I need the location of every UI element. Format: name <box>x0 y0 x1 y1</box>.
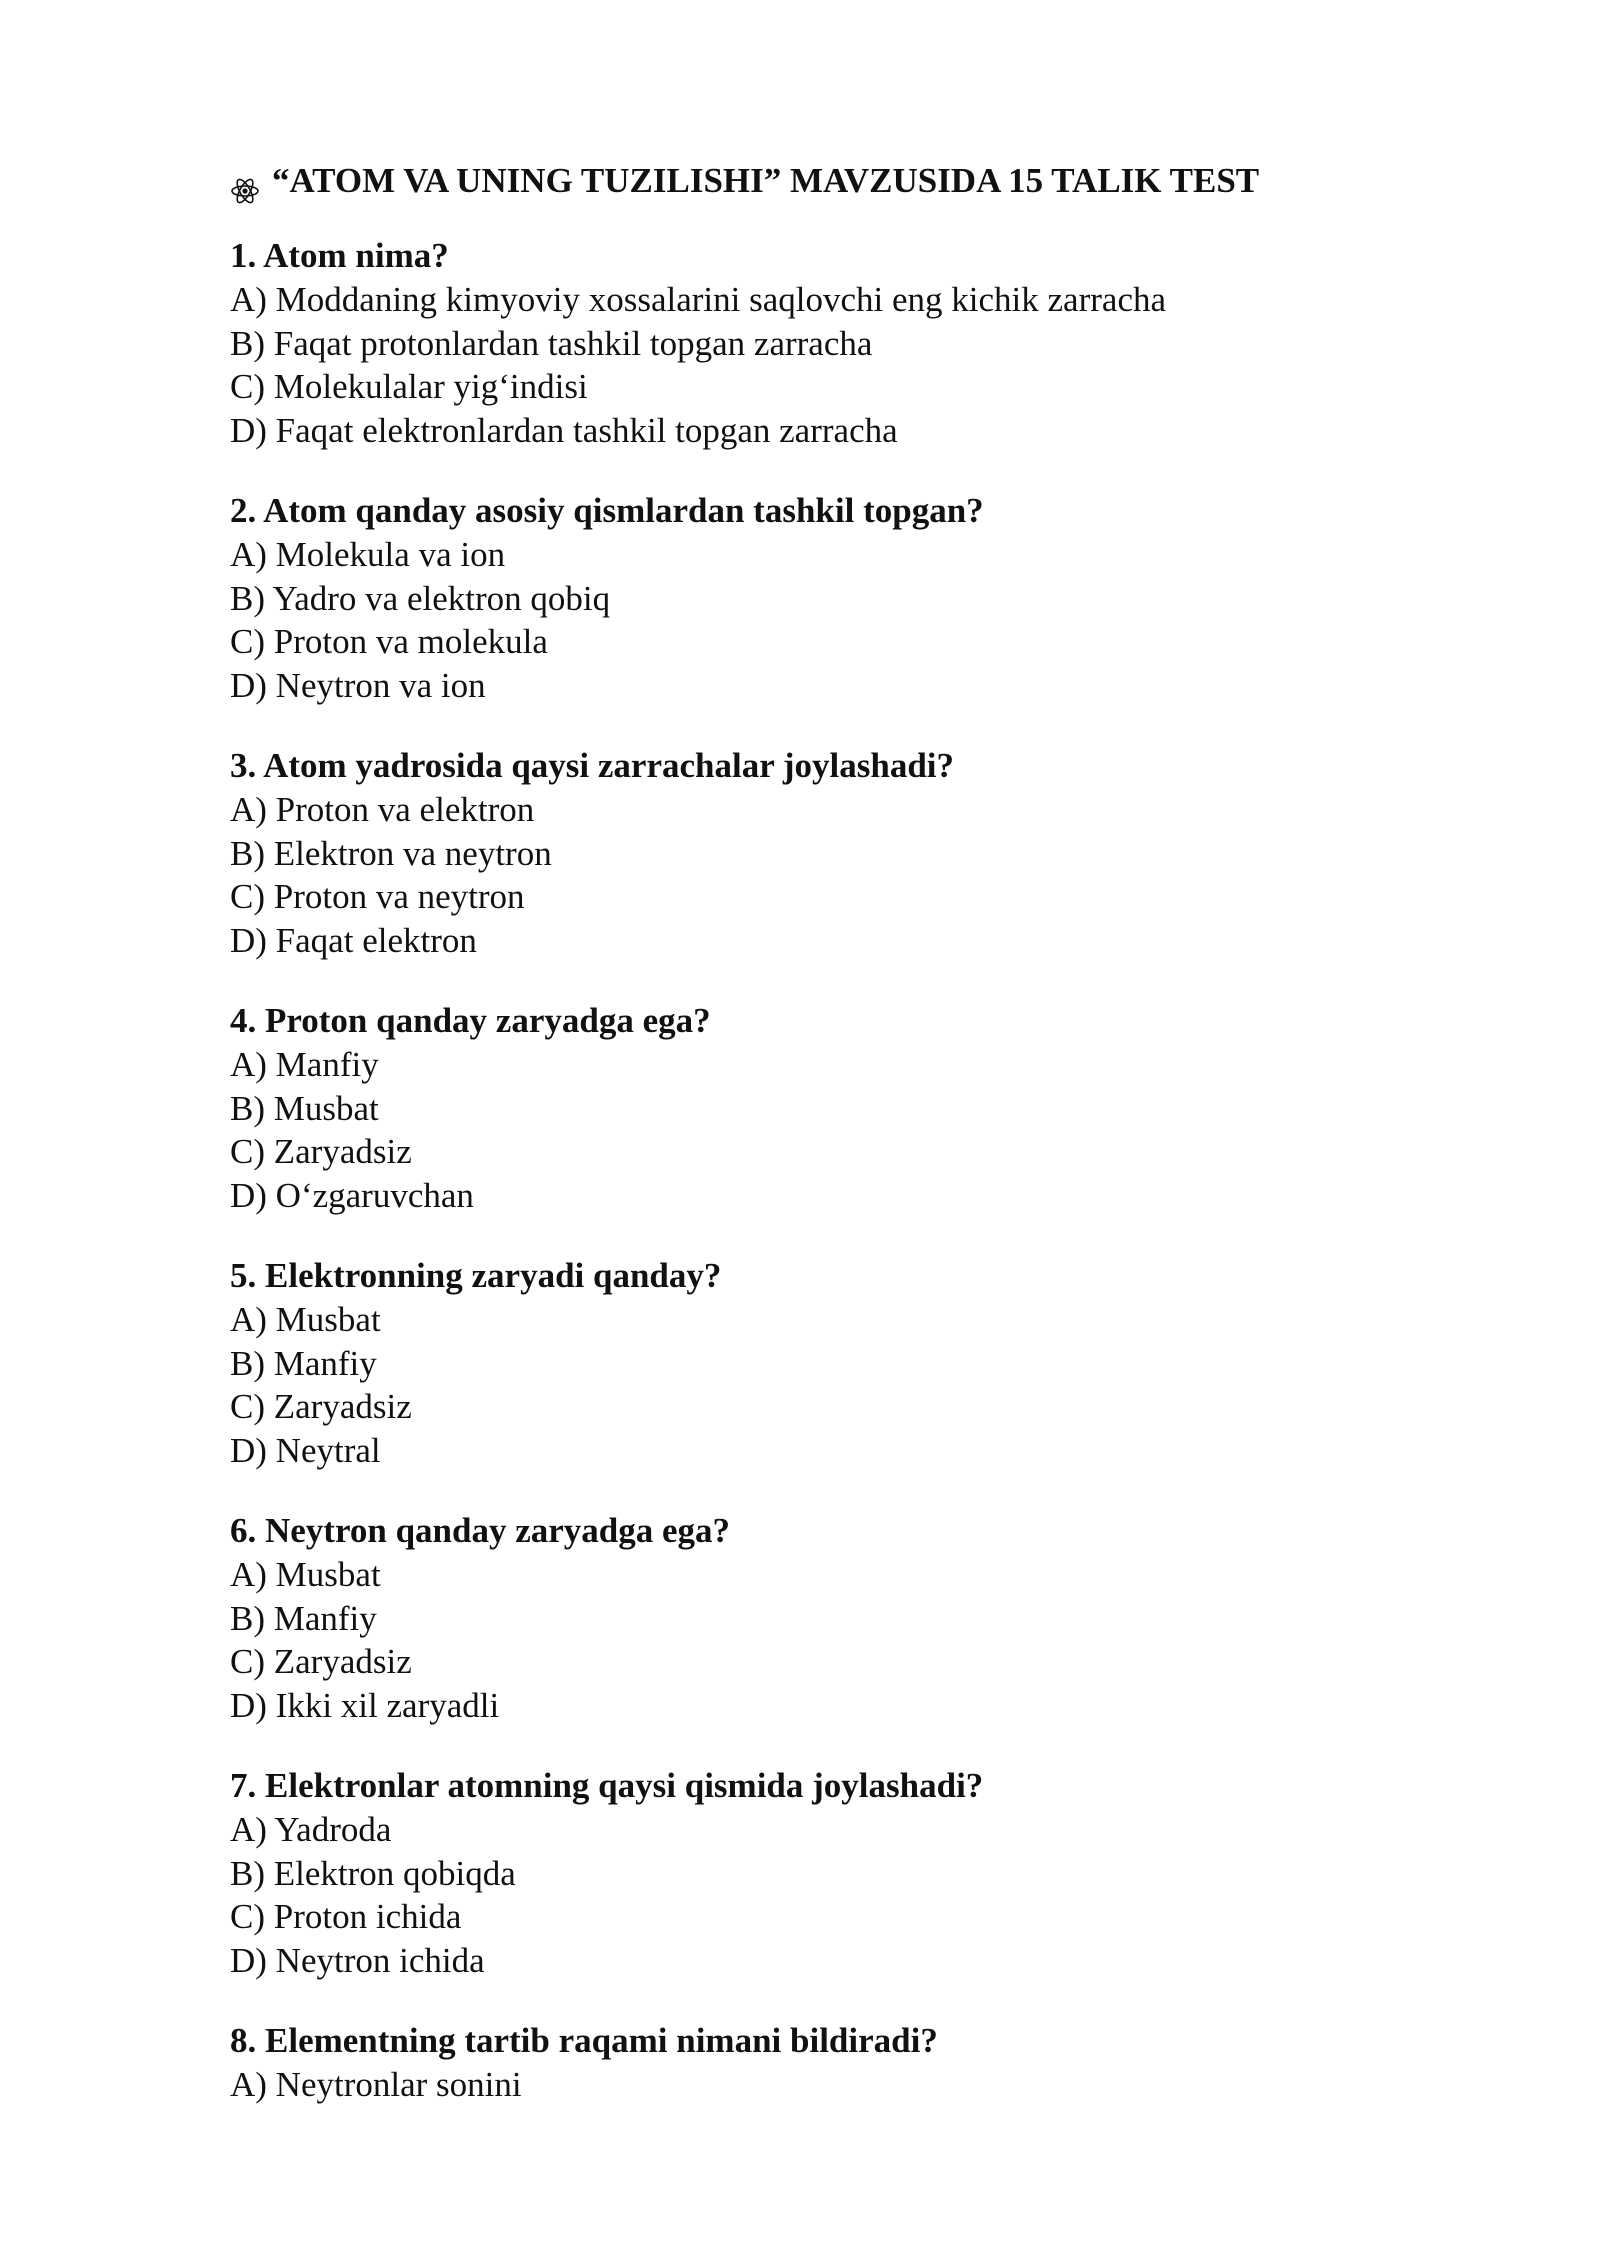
option-b: B) Yadro va elektron qobiq <box>230 578 611 618</box>
option-d: D) Neytron va ion <box>230 665 486 705</box>
question-text: 3. Atom yadrosida qaysi zarrachalar joylashadi? <box>230 746 955 785</box>
question-3 <box>230 744 1430 962</box>
question-8 <box>230 2019 1430 2107</box>
question-1 <box>230 234 1430 452</box>
question-5 <box>230 1254 1430 1472</box>
option-c: C) Molekulalar yig‘indisi <box>230 367 588 406</box>
option-a: A) Manfiy <box>230 1045 379 1084</box>
option-d: D) Neytral <box>230 1430 381 1470</box>
option-a: A) Proton va elektron <box>230 790 535 829</box>
question-text: 7. Elektronlar atomning qaysi qismida joylashadi? <box>230 1766 984 1805</box>
option-a: A) Yadroda <box>230 1810 392 1849</box>
option-b: B) Faqat protonlardan tashkil topgan zarracha <box>230 323 873 363</box>
option-b: B) Elektron va neytron <box>230 833 552 873</box>
option-a: A) Musbat <box>230 1300 381 1339</box>
option-c: C) Proton va molekula <box>230 622 548 661</box>
option-d: D) Faqat elektron <box>230 920 477 960</box>
document-content <box>230 152 1430 2144</box>
option-b: B) Manfiy <box>230 1343 377 1383</box>
question-text: 8. Elementning tartib raqami nimani bildiradi? <box>230 2021 938 2060</box>
option-d: D) O‘zgaruvchan <box>230 1175 474 1215</box>
question-2 <box>230 489 1430 707</box>
question-text: 1. Atom nima? <box>230 236 449 275</box>
question-text: 2. Atom qanday asosiy qismlardan tashkil topgan? <box>230 491 984 530</box>
question-7 <box>230 1764 1430 1982</box>
option-b: B) Musbat <box>230 1088 379 1128</box>
question-text: 5. Elektronning zaryadi qanday? <box>230 1256 722 1295</box>
question-text: 4. Proton qanday zaryadga ega? <box>230 1001 711 1040</box>
option-a: A) Molekula va ion <box>230 535 506 574</box>
option-c: C) Zaryadsiz <box>230 1642 412 1681</box>
title-text: “ATOM VA UNING TUZILISHI” MAVZUSIDA 15 TALIK TEST <box>272 161 1260 200</box>
option-a: A) Moddaning kimyoviy xossalarini saqlovchi eng kichik zarracha <box>230 280 1167 319</box>
option-d: D) Neytron ichida <box>230 1940 485 1980</box>
question-6 <box>230 1509 1430 1727</box>
option-a: A) Neytronlar sonini <box>230 2065 522 2104</box>
option-c: C) Proton ichida <box>230 1897 462 1936</box>
option-a: A) Musbat <box>230 1555 381 1594</box>
option-c: C) Zaryadsiz <box>230 1132 412 1171</box>
option-d: D) Faqat elektronlardan tashkil topgan zarracha <box>230 410 898 450</box>
option-c: C) Proton va neytron <box>230 877 525 916</box>
option-d: D) Ikki xil zaryadli <box>230 1685 500 1725</box>
document-title <box>230 152 1430 210</box>
option-b: B) Elektron qobiqda <box>230 1853 516 1893</box>
option-c: C) Zaryadsiz <box>230 1387 412 1426</box>
option-b: B) Manfiy <box>230 1598 377 1638</box>
question-text: 6. Neytron qanday zaryadga ega? <box>230 1511 731 1550</box>
atom-icon <box>230 166 260 196</box>
question-4 <box>230 999 1430 1217</box>
